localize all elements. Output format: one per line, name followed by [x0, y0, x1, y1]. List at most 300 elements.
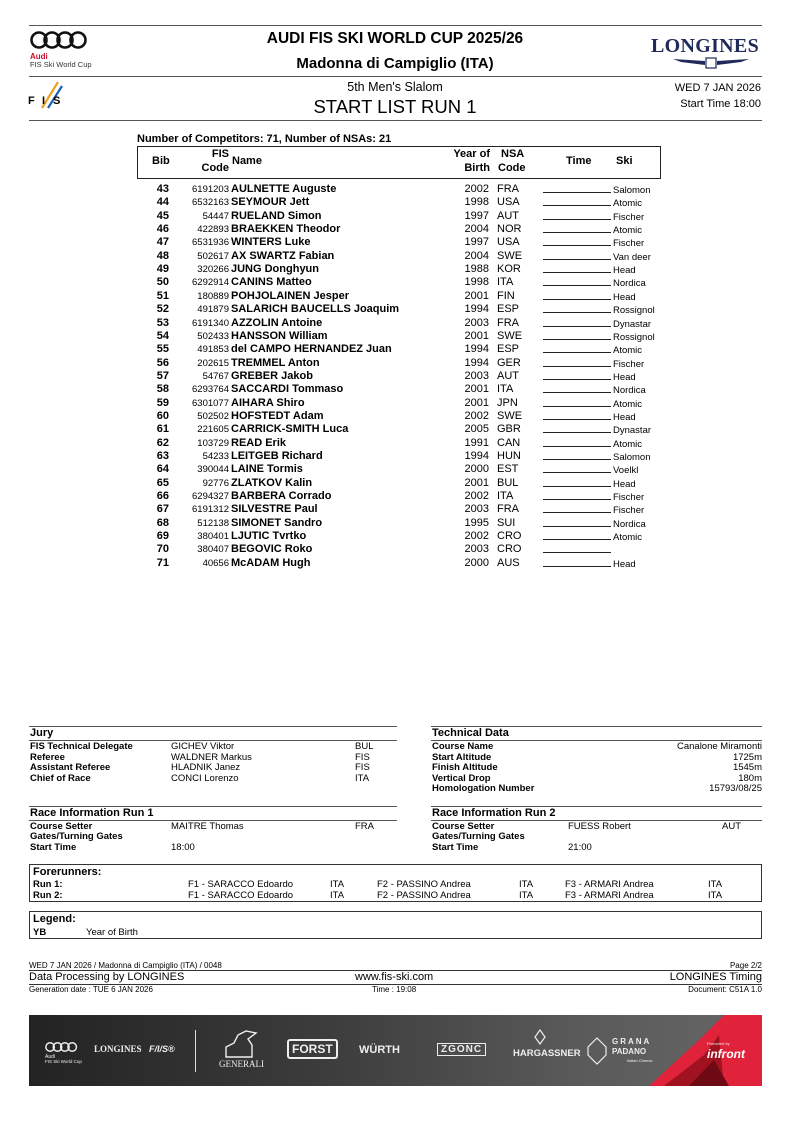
bib-cell: 48: [156, 249, 169, 262]
ski-cell: Fischer: [613, 358, 645, 370]
time-blank-line: [543, 459, 611, 460]
run1-course-setter-nation: FRA: [355, 821, 374, 832]
sponsor-infront-promo: Promoted by: [707, 1041, 730, 1046]
run1-start-time: 18:00: [171, 842, 195, 853]
table-row: [137, 303, 697, 316]
bib-cell: 55: [156, 343, 169, 356]
name-cell: SACCARDI Tommaso: [231, 383, 344, 396]
header-top-rule: [29, 25, 762, 26]
nsa-code-cell: SWE: [497, 409, 523, 422]
audi-brand-text: Audi: [30, 52, 48, 61]
year-of-birth-cell: 2005: [464, 423, 489, 436]
tech-label: Course Name: [432, 741, 494, 752]
nsa-code-cell: CRO: [497, 530, 522, 543]
fis-code-cell: 103729: [197, 437, 229, 449]
year-of-birth-cell: 2002: [464, 409, 489, 422]
fis-code-cell: 6301077: [192, 397, 229, 409]
year-of-birth-cell: 2002: [464, 530, 489, 543]
forerunner-1: F1 - SARACCO Edoardo: [188, 889, 294, 901]
bib-cell: 68: [156, 516, 169, 529]
nsa-code-cell: CRO: [497, 543, 522, 556]
bib-cell: 44: [156, 196, 169, 209]
table-row: [137, 463, 697, 476]
bib-cell: 60: [156, 409, 169, 422]
fis-code-cell: 502617: [197, 250, 229, 262]
name-cell: RUELAND Simon: [231, 209, 322, 222]
forerunner-3-nation: ITA: [708, 889, 723, 901]
time-blank-line: [543, 219, 611, 220]
fis-code-cell: 221605: [197, 424, 229, 436]
footer-website[interactable]: www.fis-ski.com: [355, 971, 434, 983]
svg-text:S: S: [53, 95, 61, 107]
ski-cell: Fischer: [613, 211, 645, 223]
name-cell: LEITGEB Richard: [231, 450, 323, 462]
year-of-birth-cell: 2004: [464, 223, 489, 236]
forerunner-2: F2 - PASSINO Andrea: [377, 889, 471, 901]
nsa-code-cell: GER: [497, 356, 521, 369]
fis-code-cell: 380401: [197, 531, 229, 543]
bib-cell: 61: [156, 423, 169, 436]
time-blank-line: [543, 272, 611, 273]
legend-box: [29, 911, 762, 939]
col-fis-code-2: Code: [201, 162, 229, 174]
sponsor-grana-sub: Italian Cheese: [627, 1058, 653, 1063]
bib-cell: 63: [156, 450, 169, 462]
tech-label: Vertical Drop: [432, 772, 491, 784]
jury-member-name: WALDNER Markus: [171, 751, 252, 763]
ski-cell: Salomon: [613, 452, 651, 463]
time-blank-line: [543, 299, 611, 300]
time-blank-line: [543, 339, 611, 340]
longines-wings-icon: [671, 57, 751, 69]
time-blank-line: [543, 552, 611, 553]
ski-cell: Fischer: [613, 238, 645, 250]
ski-cell: Head: [613, 558, 636, 570]
ski-cell: Fischer: [613, 505, 645, 517]
table-row: [137, 183, 697, 196]
footer-data-processing: Data Processing by LONGINES: [29, 971, 185, 983]
legend-meaning: Year of Birth: [86, 927, 138, 938]
name-cell: McADAM Hugh: [231, 556, 311, 569]
ski-cell: Head: [613, 371, 636, 383]
audi-sub-text: FIS Ski World Cup: [30, 60, 92, 69]
competitors-summary: Number of Competitors: 71, Number of NSAs: 21: [137, 133, 392, 145]
run2-course-setter: FUESS Robert: [568, 821, 631, 832]
race-name: 5th Men's Slalom: [347, 80, 443, 94]
forerunner-1-nation: ITA: [330, 889, 345, 901]
ski-cell: Atomic: [613, 438, 643, 450]
year-of-birth-cell: 1994: [464, 356, 489, 369]
name-cell: SIMONET Sandro: [231, 516, 323, 529]
jury-title: Jury: [30, 727, 54, 739]
bib-cell: 69: [156, 530, 169, 543]
bib-cell: 58: [156, 383, 169, 396]
table-row: [137, 210, 697, 223]
table-row: [137, 236, 697, 249]
run2-course-setter-label: Course Setter: [432, 821, 495, 832]
sponsor-grana: GRANA: [612, 1037, 652, 1046]
time-blank-line: [543, 499, 611, 500]
name-cell: GREBER Jakob: [231, 369, 313, 382]
fis-code-cell: 6531936: [192, 237, 229, 249]
ski-cell: Atomic: [613, 198, 643, 210]
time-blank-line: [543, 379, 611, 380]
table-row: [137, 503, 697, 516]
name-cell: BARBERA Corrado: [231, 490, 332, 503]
bib-cell: 56: [156, 356, 169, 369]
bib-cell: 53: [156, 316, 169, 329]
col-yob-1: Year of: [453, 148, 490, 160]
forerunner-1: F1 - SARACCO Edoardo: [188, 879, 294, 890]
table-row: [137, 423, 697, 436]
fis-code-cell: 380407: [197, 544, 229, 556]
table-row: [137, 263, 697, 276]
year-of-birth-cell: 1991: [464, 436, 489, 449]
tech-value: Canalone Miramonti: [676, 741, 762, 752]
fis-code-cell: 92776: [202, 477, 229, 489]
bib-cell: 66: [156, 490, 169, 503]
nsa-code-cell: ESP: [497, 343, 520, 356]
tech-value: 1725m: [732, 751, 762, 763]
hargassner-icon: [534, 1029, 546, 1045]
forerunners-title: Forerunners:: [33, 866, 102, 878]
name-cell: AZZOLIN Antoine: [231, 316, 323, 329]
table-row: [137, 557, 697, 570]
tech-label: Start Altitude: [432, 751, 492, 763]
table-row: [137, 317, 697, 330]
name-cell: AX SWARTZ Fabian: [231, 249, 335, 262]
tech-label: Finish Altitude: [432, 762, 498, 773]
fis-code-cell: 320266: [197, 264, 229, 276]
name-cell: WINTERS Luke: [231, 236, 311, 249]
run1-course-setter: MAITRE Thomas: [171, 821, 244, 832]
bib-cell: 43: [156, 183, 169, 195]
run2-info-title: Race Information Run 2: [432, 807, 556, 819]
year-of-birth-cell: 1998: [464, 196, 489, 209]
jury-member-name: HLADNIK Janez: [171, 762, 241, 773]
nsa-code-cell: CAN: [497, 436, 521, 449]
time-blank-line: [543, 352, 611, 353]
time-blank-line: [543, 406, 611, 407]
nsa-code-cell: SWE: [497, 329, 523, 342]
time-blank-line: [543, 245, 611, 246]
header-bottom-rule: [29, 120, 762, 121]
table-row: [137, 383, 697, 396]
venue-title: Madonna di Campiglio (ITA): [296, 55, 494, 72]
table-row: [137, 223, 697, 236]
bib-cell: 65: [156, 476, 169, 489]
fis-code-cell: 6292914: [192, 277, 229, 289]
year-of-birth-cell: 2000: [464, 463, 489, 476]
nsa-code-cell: AUT: [497, 369, 519, 382]
year-of-birth-cell: 1998: [464, 276, 489, 289]
nsa-code-cell: AUT: [497, 209, 519, 222]
jury-role-label: Assistant Referee: [30, 762, 111, 773]
name-cell: ZLATKOV Kalin: [231, 476, 313, 489]
name-cell: HOFSTEDT Adam: [231, 409, 324, 422]
ski-cell: Atomic: [613, 225, 643, 237]
time-blank-line: [543, 192, 611, 193]
time-blank-line: [543, 526, 611, 527]
jury-role-label: Chief of Race: [30, 772, 91, 784]
year-of-birth-cell: 2003: [464, 369, 489, 382]
forerunner-2-nation: ITA: [519, 879, 534, 890]
footer-time: Time : 19:08: [372, 985, 417, 994]
table-row: [137, 370, 697, 383]
table-row: [137, 343, 697, 356]
name-cell: SALARICH BAUCELLS Joaquim: [231, 303, 400, 316]
sponsor-zgonc: ZGONC: [437, 1043, 486, 1056]
sponsor-padano: PADANO: [612, 1047, 647, 1056]
table-row: [137, 517, 697, 530]
table-row: [137, 543, 697, 556]
run2-gates-label: Gates/Turning Gates: [432, 831, 525, 842]
time-blank-line: [543, 419, 611, 420]
nsa-code-cell: FRA: [497, 503, 519, 516]
sponsor-divider: [195, 1030, 196, 1072]
year-of-birth-cell: 1995: [464, 516, 489, 529]
run1-gates-label: Gates/Turning Gates: [30, 831, 123, 842]
run1-start-time-label: Start Time: [30, 842, 77, 853]
nsa-code-cell: FRA: [497, 183, 519, 195]
col-bib: Bib: [152, 155, 170, 167]
col-fis-code-1: FIS: [211, 148, 229, 160]
table-row: [137, 276, 697, 289]
year-of-birth-cell: 1994: [464, 303, 489, 316]
year-of-birth-cell: 2000: [464, 556, 489, 569]
ski-cell: Head: [613, 265, 636, 277]
fis-code-cell: 6191203: [192, 184, 229, 195]
bib-cell: 70: [156, 543, 169, 556]
ski-cell: Atomic: [613, 532, 643, 544]
year-of-birth-cell: 2002: [464, 183, 489, 195]
name-cell: HANSSON William: [231, 329, 328, 342]
year-of-birth-cell: 2003: [464, 316, 489, 329]
sponsor-fis: F/I/S®: [149, 1044, 175, 1054]
nsa-code-cell: HUN: [497, 450, 521, 462]
footer-doc-ref: WED 7 JAN 2026 / Madonna di Campiglio (ITA) / 0048: [29, 961, 222, 970]
time-blank-line: [543, 512, 611, 513]
name-cell: CANINS Matteo: [231, 276, 312, 289]
sponsor-longines: LONGINES: [94, 1044, 142, 1054]
ski-cell: Van deer: [613, 251, 651, 263]
fis-code-cell: 6191312: [192, 504, 229, 516]
fis-code-cell: 54767: [202, 370, 229, 382]
sponsor-wurth: WÜRTH: [359, 1044, 400, 1056]
name-cell: del CAMPO HERNANDEZ Juan: [231, 343, 392, 356]
nsa-code-cell: SWE: [497, 249, 523, 262]
fis-code-cell: 6532163: [192, 197, 229, 209]
bib-cell: 51: [156, 289, 169, 302]
bib-cell: 64: [156, 463, 169, 476]
bib-cell: 46: [156, 223, 169, 236]
fis-code-cell: 54447: [202, 210, 229, 222]
table-row: [137, 397, 697, 410]
page-title: START LIST RUN 1: [313, 96, 477, 117]
col-yob-2: Birth: [464, 162, 490, 174]
time-blank-line: [543, 392, 611, 393]
longines-logo: LONGINES: [651, 35, 759, 57]
fis-code-cell: 422893: [197, 224, 229, 236]
run2-start-time-label: Start Time: [432, 842, 479, 853]
ski-cell: Salomon: [613, 185, 651, 196]
table-header: [137, 146, 661, 179]
name-cell: TREMMEL Anton: [231, 356, 320, 369]
name-cell: LJUTIC Tvrtko: [231, 530, 307, 543]
forerunner-3: F3 - ARMARI Andrea: [565, 879, 654, 890]
nsa-code-cell: EST: [497, 463, 519, 476]
time-blank-line: [543, 472, 611, 473]
legend-code: YB: [33, 927, 47, 938]
nsa-code-cell: GBR: [497, 423, 521, 436]
nsa-code-cell: SUI: [497, 516, 516, 529]
time-blank-line: [543, 432, 611, 433]
jury-member-nation: BUL: [355, 741, 374, 752]
nsa-code-cell: ITA: [497, 490, 514, 503]
footer-document: Document: C51A 1.0: [688, 985, 762, 994]
name-cell: LAINE Tormis: [231, 463, 303, 476]
year-of-birth-cell: 1988: [464, 263, 489, 276]
jury-member-nation: FIS: [355, 751, 370, 763]
col-nsa-2: Code: [498, 162, 526, 174]
ski-cell: Head: [613, 411, 636, 423]
year-of-birth-cell: 2003: [464, 543, 489, 556]
run1-info-title: Race Information Run 1: [30, 807, 154, 819]
nsa-code-cell: FIN: [497, 289, 515, 302]
table-row: [137, 490, 697, 503]
time-blank-line: [543, 312, 611, 313]
fis-logo: [28, 80, 68, 110]
nsa-code-cell: ITA: [497, 383, 514, 396]
sponsor-infront: infront: [707, 1047, 745, 1061]
table-row: [137, 290, 697, 303]
legend-title: Legend:: [33, 913, 76, 925]
table-row: [137, 477, 697, 490]
bib-cell: 47: [156, 236, 169, 249]
jury-role-label: Referee: [30, 751, 65, 763]
nsa-code-cell: USA: [497, 236, 520, 249]
bib-cell: 57: [156, 369, 169, 382]
bib-cell: 62: [156, 436, 169, 449]
bib-cell: 71: [156, 556, 169, 569]
name-cell: POHJOLAINEN Jesper: [231, 289, 349, 302]
nsa-code-cell: USA: [497, 196, 520, 209]
ski-cell: Dynastar: [613, 425, 652, 437]
footer-generation-date: Generation date : TUE 6 JAN 2026: [29, 985, 153, 994]
name-cell: READ Erik: [231, 436, 287, 449]
time-blank-line: [543, 539, 611, 540]
fis-code-cell: 6191340: [192, 317, 229, 329]
jury-role-label: FIS Technical Delegate: [30, 741, 133, 752]
table-row: [137, 196, 697, 209]
time-blank-line: [543, 326, 611, 327]
svg-text:F: F: [28, 95, 35, 107]
sponsor-audi: Audi: [45, 1054, 56, 1060]
year-of-birth-cell: 2001: [464, 329, 489, 342]
nsa-code-cell: ITA: [497, 276, 514, 289]
forerunner-3-nation: ITA: [708, 879, 723, 890]
time-blank-line: [543, 232, 611, 233]
ski-cell: Rossignol: [613, 305, 655, 317]
name-cell: AIHARA Shiro: [231, 396, 305, 409]
audi-rings-icon: [45, 1041, 79, 1053]
bib-cell: 45: [156, 209, 169, 222]
footer-timing: LONGINES Timing: [669, 971, 762, 983]
event-title: AUDI FIS SKI WORLD CUP 2025/26: [266, 30, 524, 47]
table-row: [137, 250, 697, 263]
generali-lion-icon: [222, 1029, 258, 1059]
audi-rings-logo: [30, 30, 90, 50]
ski-cell: Head: [613, 291, 636, 303]
year-of-birth-cell: 1994: [464, 343, 489, 356]
year-of-birth-cell: 2001: [464, 383, 489, 396]
year-of-birth-cell: 2001: [464, 289, 489, 302]
name-cell: SEYMOUR Jett: [231, 196, 310, 209]
bib-cell: 54: [156, 329, 169, 342]
nsa-code-cell: KOR: [497, 263, 521, 276]
year-of-birth-cell: 1997: [464, 236, 489, 249]
forerunner-2: F2 - PASSINO Andrea: [377, 879, 471, 890]
jury-member-nation: ITA: [355, 772, 370, 784]
ski-cell: Head: [613, 478, 636, 490]
tech-label: Homologation Number: [432, 783, 535, 794]
name-cell: JUNG Donghyun: [231, 263, 319, 276]
time-blank-line: [543, 446, 611, 447]
bib-cell: 67: [156, 503, 169, 516]
fis-code-cell: 180889: [197, 290, 229, 302]
name-cell: BRAEKKEN Theodor: [231, 223, 341, 236]
run2-course-setter-nation: AUT: [722, 821, 741, 832]
time-blank-line: [543, 205, 611, 206]
sponsor-banner: [29, 1015, 762, 1086]
col-nsa-1: NSA: [501, 148, 525, 160]
fis-code-cell: 54233: [202, 451, 229, 462]
tech-value: 1545m: [732, 762, 762, 773]
jury-top-rule: [29, 726, 397, 727]
nsa-code-cell: ESP: [497, 303, 520, 316]
table-row: [137, 410, 697, 423]
fis-code-cell: 491853: [197, 344, 229, 356]
ski-cell: Nordica: [613, 278, 646, 290]
ski-cell: Voelkl: [613, 465, 639, 477]
sponsor-forst: FORST: [287, 1039, 338, 1059]
tech-title: Technical Data: [432, 727, 509, 739]
name-cell: BEGOVIC Roko: [231, 543, 313, 556]
forerunner-2-nation: ITA: [519, 889, 534, 901]
jury-member-name: GICHEV Viktor: [171, 741, 235, 752]
name-cell: AULNETTE Auguste: [231, 183, 337, 195]
year-of-birth-cell: 2001: [464, 396, 489, 409]
time-blank-line: [543, 285, 611, 286]
fis-code-cell: 40656: [202, 557, 229, 569]
start-time: Start Time 18:00: [680, 98, 761, 110]
nsa-code-cell: AUS: [497, 556, 520, 569]
fis-code-cell: 6293764: [192, 384, 229, 396]
ski-cell: Rossignol: [613, 331, 655, 343]
col-name: Name: [232, 155, 262, 167]
ski-cell: Atomic: [613, 345, 643, 357]
tech-value: 180m: [738, 772, 762, 784]
time-blank-line: [543, 486, 611, 487]
sponsor-generali: GENERALI: [219, 1059, 264, 1069]
jury-member-nation: FIS: [355, 762, 370, 773]
table-row: [137, 330, 697, 343]
svg-text:I: I: [42, 95, 46, 107]
tech-value: 15793/08/25: [709, 783, 762, 794]
forerunner-3: F3 - ARMARI Andrea: [565, 889, 654, 901]
jury-member-name: CONCI Lorenzo: [171, 772, 239, 784]
name-cell: CARRICK-SMITH Luca: [231, 423, 349, 436]
